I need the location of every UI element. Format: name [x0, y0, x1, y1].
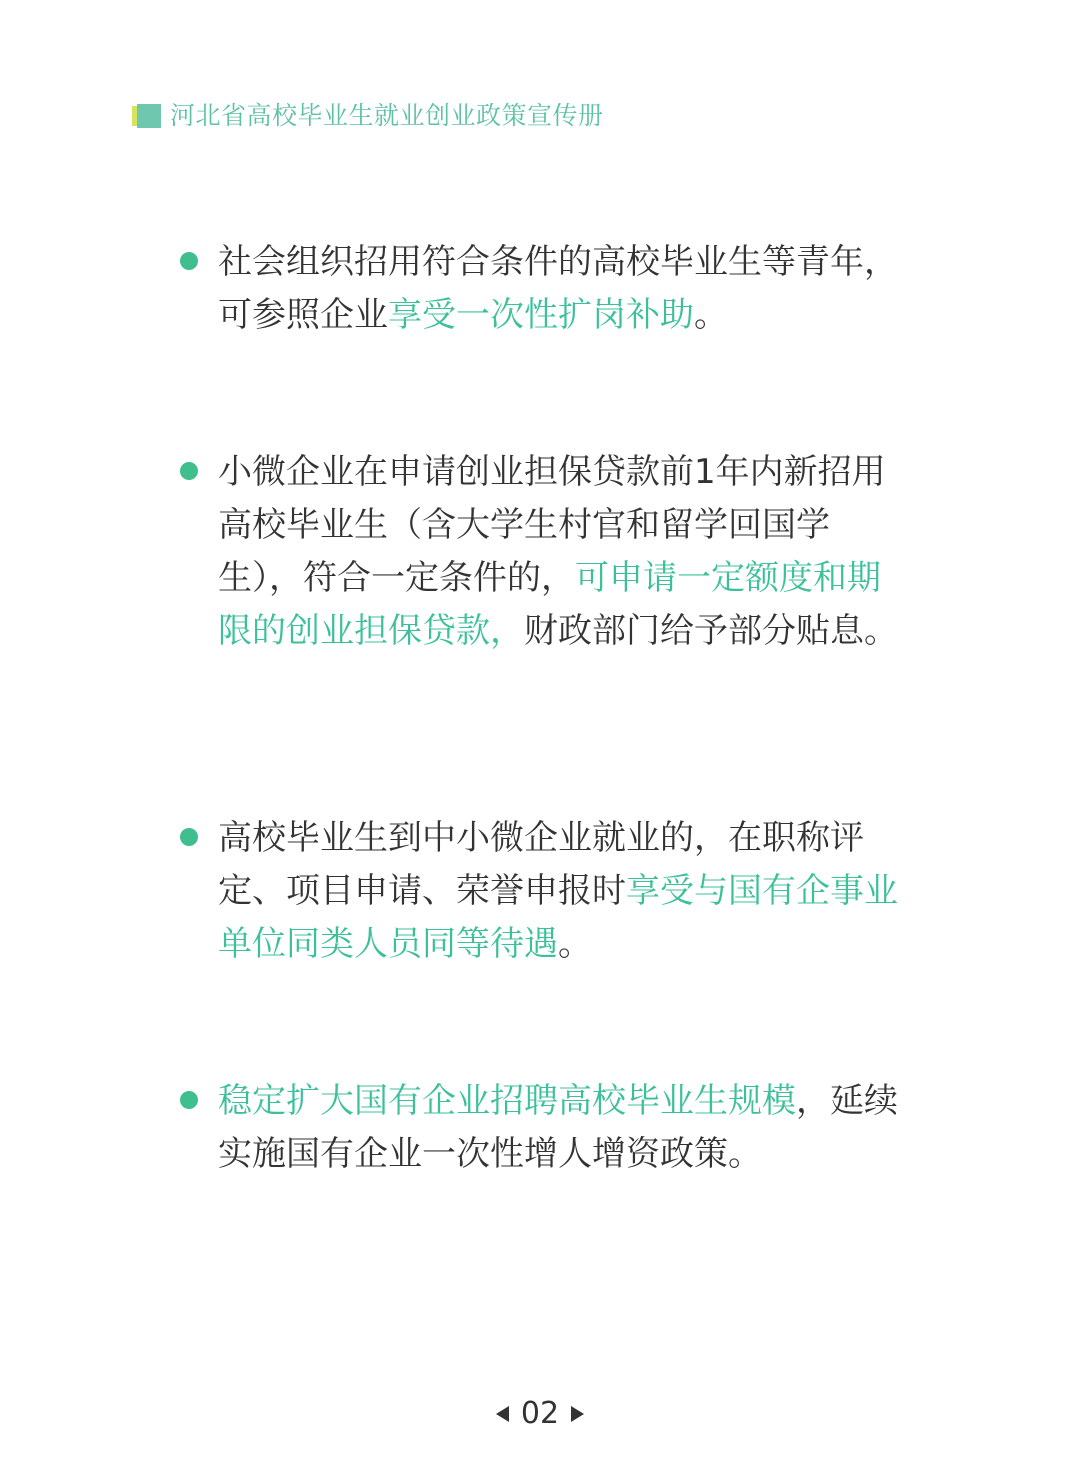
- header-logo-mark-icon: [132, 100, 162, 128]
- text-segment: 。: [558, 924, 592, 964]
- bullet-icon: [180, 1091, 198, 1109]
- bullet-icon: [180, 252, 198, 270]
- header-title: 河北省高校毕业生就业创业政策宣传册: [170, 101, 604, 130]
- text-segment: ，延续实施国有企业一次性增人增资政策。: [218, 1081, 898, 1174]
- page-number: 02: [520, 1396, 560, 1431]
- policy-item-text: [218, 812, 900, 971]
- highlight-segment: 享受一次性扩岗补助: [388, 295, 694, 335]
- policy-item-2: [180, 446, 900, 658]
- text-segment: 小微企业在申请创业担保贷款前1年内新招用高校毕业生（含大学生村官和留学回国学生），符合一定条件的，: [218, 452, 886, 598]
- text-segment: 。: [694, 295, 728, 335]
- text-segment: 财政部门给予部分贴息。: [524, 611, 898, 651]
- pager: [0, 1396, 1080, 1431]
- policy-item-1: [180, 236, 900, 342]
- highlight-segment: 享受与国有企事业单位同类人员同等待遇: [218, 871, 898, 964]
- policy-item-text: [218, 236, 900, 342]
- text-segment: 高校毕业生到中小微企业就业的，在职称评定、项目申请、荣誉申报时: [218, 818, 864, 911]
- highlight-segment: 稳定扩大国有企业招聘高校毕业生规模: [218, 1081, 796, 1121]
- policy-item-text: [218, 446, 900, 658]
- bullet-icon: [180, 462, 198, 480]
- prev-page-arrow-icon[interactable]: [496, 1406, 509, 1422]
- policy-item-3: [180, 812, 900, 971]
- header: [132, 96, 604, 132]
- policy-item-text: [218, 1075, 900, 1181]
- text-segment: 社会组织招用符合条件的高校毕业生等青年，可参照企业: [218, 242, 898, 335]
- next-page-arrow-icon[interactable]: [571, 1406, 584, 1422]
- highlight-segment: 可申请一定额度和期限的创业担保贷款，: [218, 558, 881, 651]
- bullet-icon: [180, 828, 198, 846]
- policy-item-4: [180, 1075, 900, 1181]
